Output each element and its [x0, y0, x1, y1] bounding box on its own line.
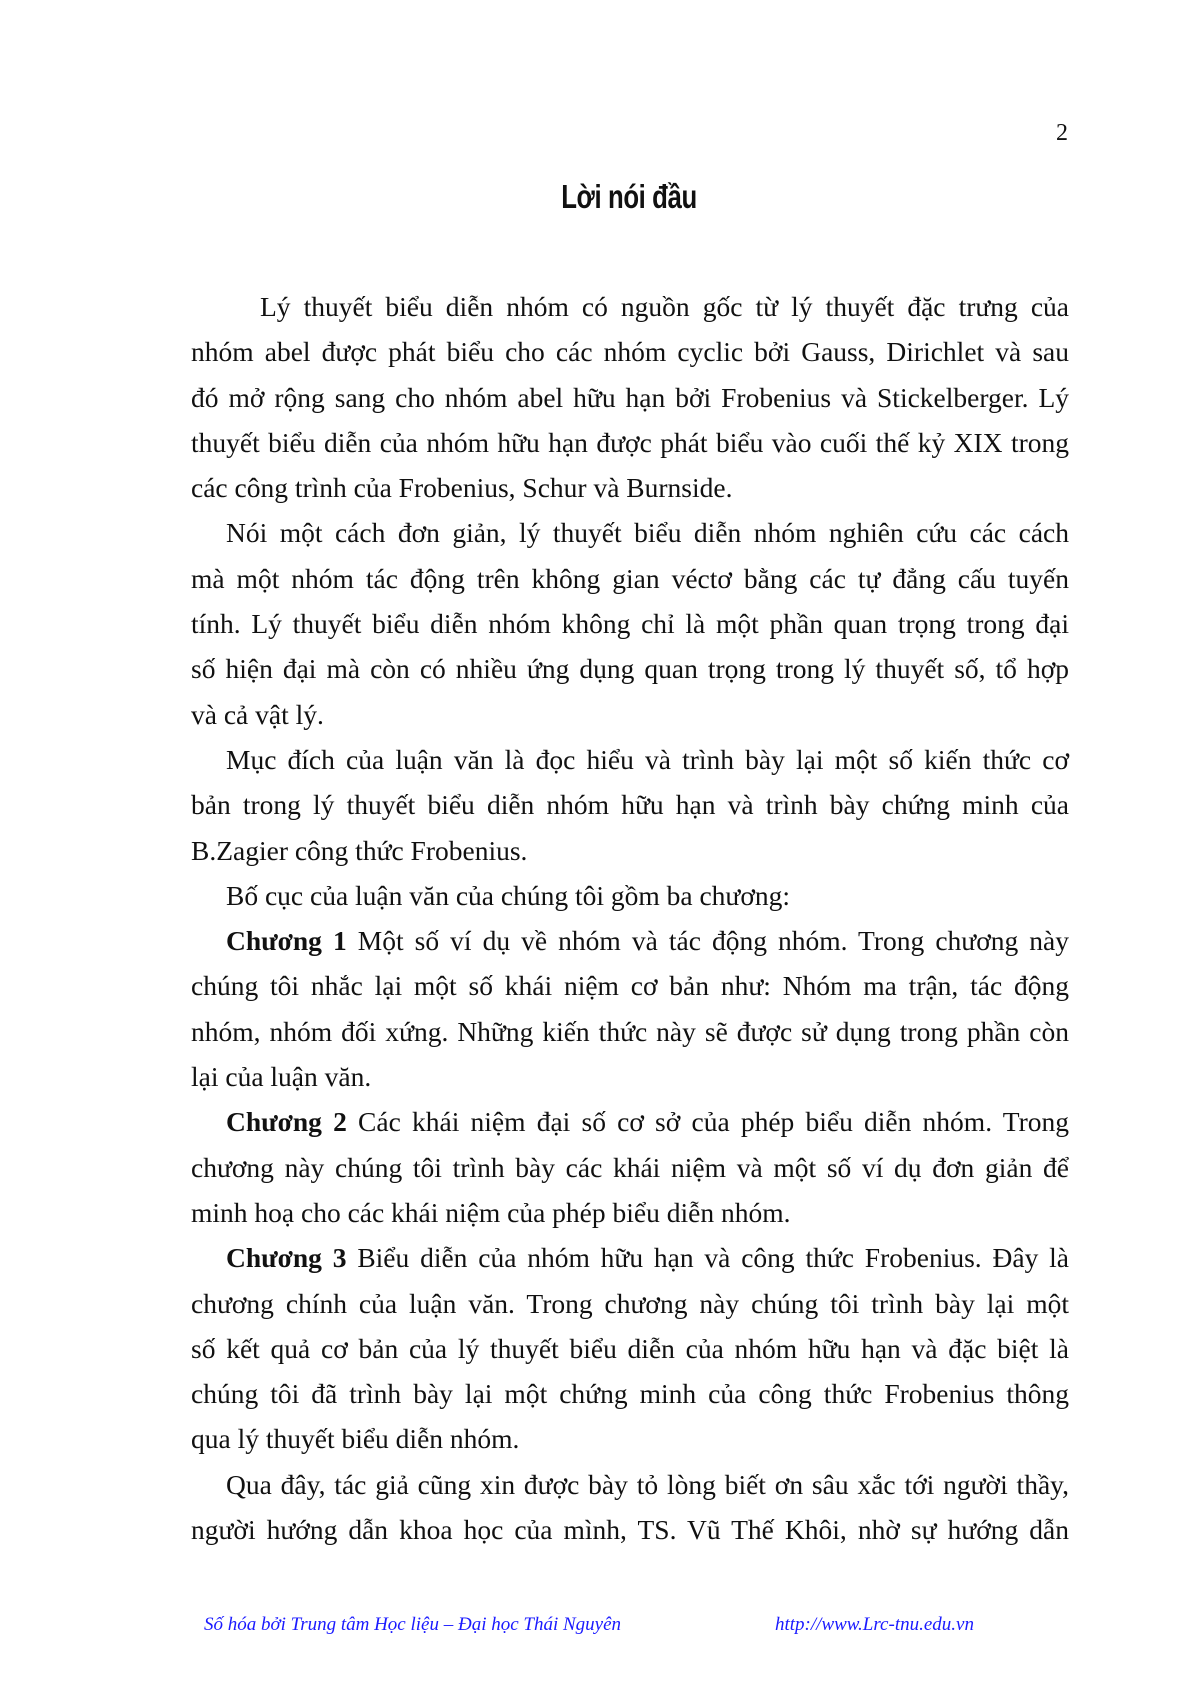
text-line: chương này chúng tôi trình bày các khái niệm và một số ví dụ đơn giản để — [191, 1151, 1069, 1183]
page-title: Lời nói đầu — [561, 178, 697, 215]
text-line: Qua đây, tác giả cũng xin được bày tỏ lòng biết ơn sâu xắc tới người thầy, — [226, 1468, 1069, 1500]
paragraph — [191, 284, 1069, 510]
chapter-description: Một số ví dụ về nhóm và tác động nhóm. Trong chương này — [346, 925, 1069, 957]
text-line: chúng tôi nhắc lại một số khái niệm cơ bản như: Nhóm ma trận, tác động — [191, 970, 1069, 1002]
text-line: qua lý thuyết biểu diễn nhóm. — [191, 1423, 520, 1455]
text-line: người hướng dẫn khoa học của mình, TS. Vũ Thế Khôi, nhờ sự hướng dẫn — [191, 1514, 1069, 1546]
paragraph — [191, 1462, 1069, 1553]
paragraph — [191, 873, 1069, 918]
text-line: nhóm abel được phát biểu cho các nhóm cyclic bởi Gauss, Dirichlet và sau — [191, 336, 1069, 368]
text-line: Nói một cách đơn giản, lý thuyết biểu diễn nhóm nghiên cứu các cách — [226, 517, 1069, 549]
text-line — [191, 1235, 1069, 1280]
text-line: Mục đích của luận văn là đọc hiểu và trình bày lại một số kiến thức cơ — [226, 743, 1069, 775]
chapter-description: Biểu diễn của nhóm hữu hạn và công thức Frobenius. Đây là — [346, 1242, 1069, 1274]
text-line — [191, 1099, 1069, 1144]
text-line: minh hoạ cho các khái niệm của phép biểu diễn nhóm. — [191, 1196, 791, 1228]
text-line: các công trình của Frobenius, Schur và Burnside. — [191, 472, 733, 504]
text-line: lại của luận văn. — [191, 1061, 372, 1093]
text-line: thuyết biểu diễn của nhóm hữu hạn được phát biểu vào cuối thế kỷ XIX trong — [191, 426, 1069, 458]
text-line: B.Zagier công thức Frobenius. — [191, 834, 528, 866]
text-line: Bố cục của luận văn của chúng tôi gồm ba chương: — [226, 879, 791, 911]
text-line — [191, 918, 1069, 963]
text-line: số kết quả cơ bản của lý thuyết biểu diễn của nhóm hữu hạn và đặc biệt là — [191, 1332, 1069, 1364]
chapter-description: Các khái niệm đại số cơ sở của phép biểu diễn nhóm. Trong — [346, 1106, 1069, 1138]
text-line: nhóm, nhóm đối xứng. Những kiến thức này sẽ được sử dụng trong phần còn — [191, 1015, 1069, 1047]
text-line: số hiện đại mà còn có nhiều ứng dụng quan trọng trong lý thuyết số, tổ hợp — [191, 653, 1069, 685]
text-line: Lý thuyết biểu diễn nhóm có nguồn gốc từ lý thuyết đặc trưng của — [260, 291, 1069, 322]
chapter-paragraph — [191, 1099, 1069, 1235]
text-line: chương chính của luận văn. Trong chương này chúng tôi trình bày lại một — [191, 1287, 1069, 1319]
page-number: 2 — [1056, 120, 1068, 146]
text-line: bản trong lý thuyết biểu diễn nhóm hữu hạn và trình bày chứng minh của — [191, 789, 1069, 821]
footer-credit: Số hóa bởi Trung tâm Học liệu – Đại học Thái Nguyên — [204, 1614, 622, 1635]
text-line: đó mở rộng sang cho nhóm abel hữu hạn bởi Frobenius và Stickelberger. Lý — [191, 381, 1069, 413]
paragraph — [191, 737, 1069, 873]
chapter-label: Chương 2 — [226, 1106, 347, 1138]
chapter-paragraph — [191, 1235, 1069, 1461]
text-line: và cả vật lý. — [191, 698, 324, 730]
chapter-paragraph — [191, 918, 1069, 1099]
footer-url-link[interactable]: http://www.Lrc-tnu.edu.vn — [775, 1614, 974, 1635]
text-line: mà một nhóm tác động trên không gian véctơ bằng các tự đẳng cấu tuyến — [191, 562, 1069, 594]
paragraph — [191, 510, 1069, 736]
chapter-label: Chương 3 — [226, 1242, 347, 1274]
text-line: chúng tôi đã trình bày lại một chứng minh của công thức Frobenius thông — [191, 1378, 1069, 1410]
text-line: tính. Lý thuyết biểu diễn nhóm không chỉ là một phần quan trọng trong đại — [191, 608, 1069, 640]
document-body — [191, 284, 1069, 1552]
chapter-label: Chương 1 — [226, 925, 347, 957]
